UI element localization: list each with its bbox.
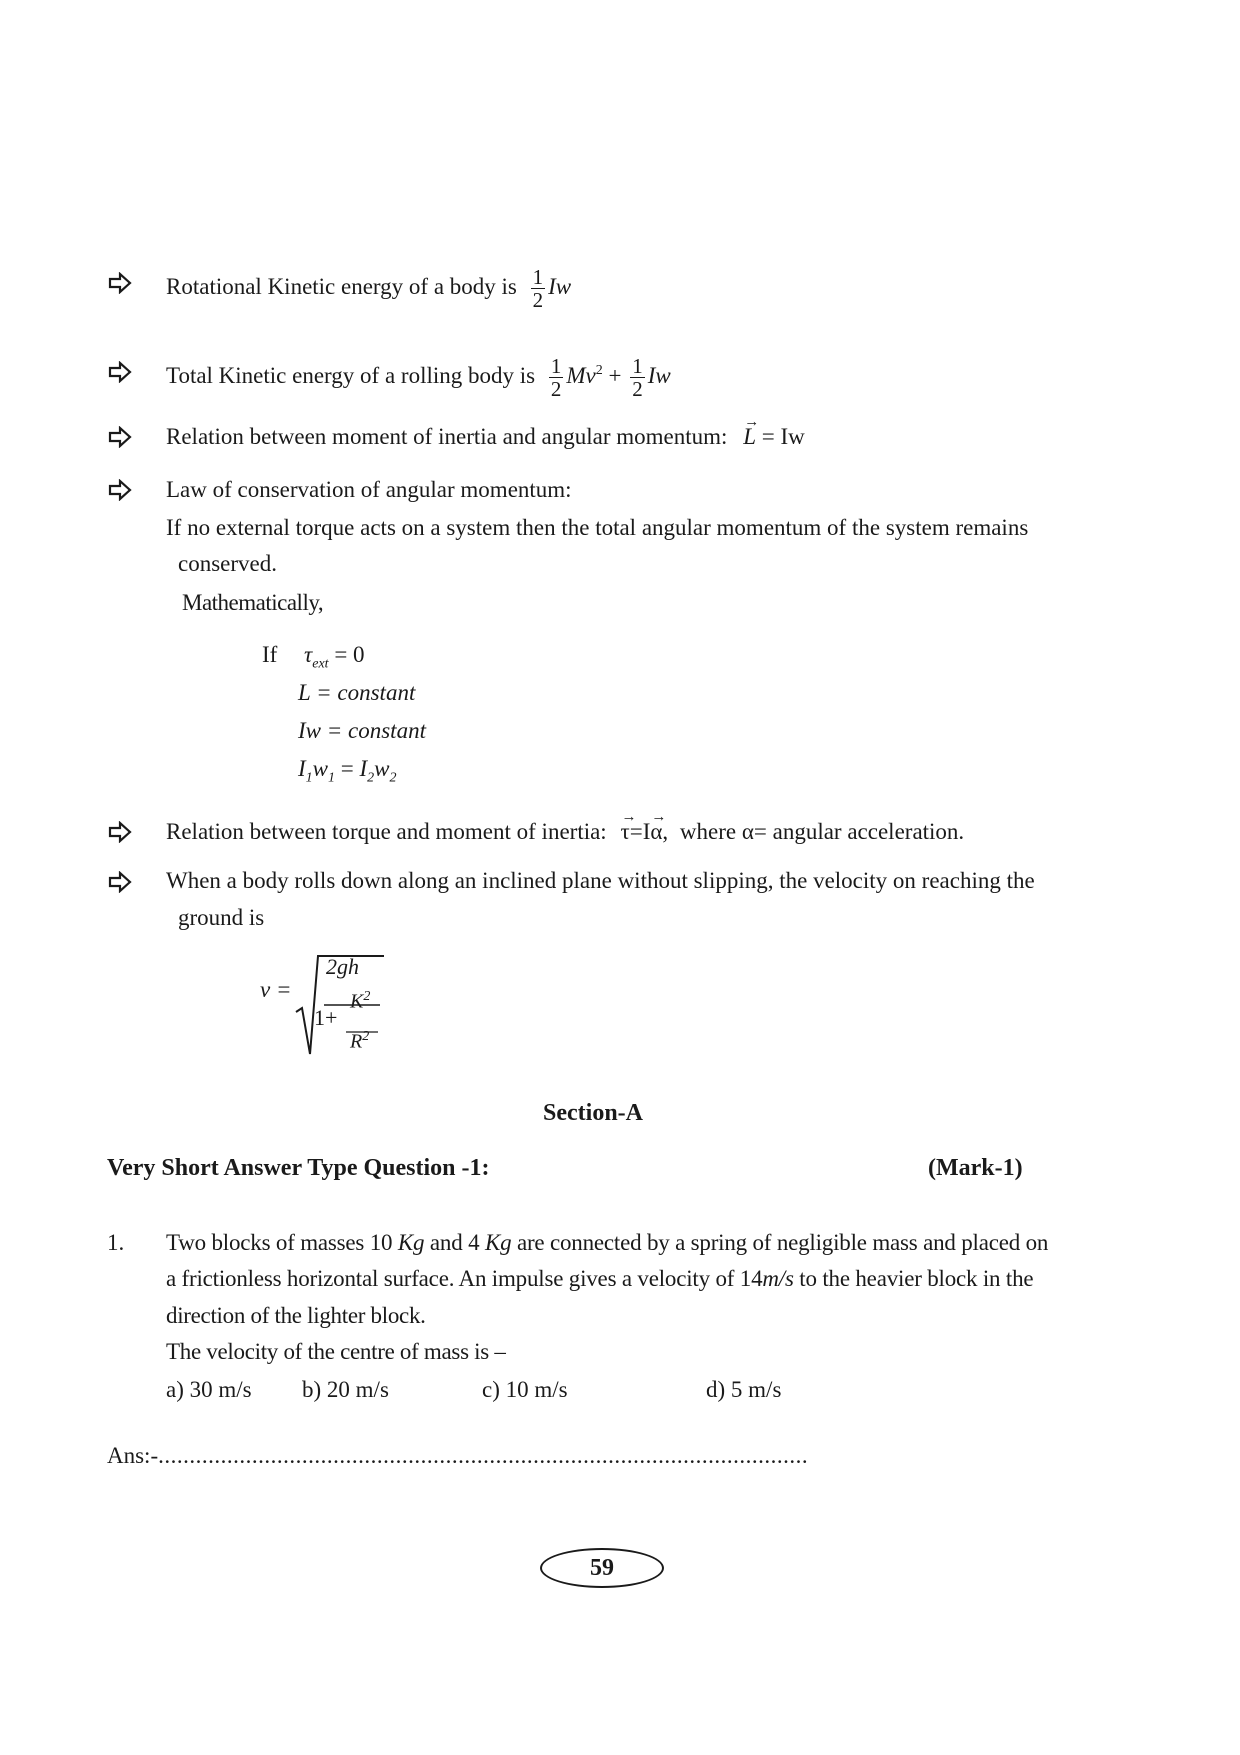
bullet-angular-momentum-relation: Relation between moment of inertia and angular momentum: → L = Iw xyxy=(166,422,805,452)
formula-numerator: 2gh xyxy=(326,954,359,979)
answer-dots: ........................................................................................................ xyxy=(158,1443,809,1468)
formula-one-plus: 1+ xyxy=(314,1005,338,1030)
arrow-bullet-icon xyxy=(108,821,132,843)
section-title: Section-A xyxy=(543,1100,643,1126)
arrow-bullet-icon xyxy=(108,479,132,501)
question-number: 1. xyxy=(107,1230,125,1255)
vector-alpha: → α xyxy=(650,817,662,847)
section-mark: (Mark-1) xyxy=(928,1155,1023,1181)
bullet-tail: where α= angular acceleration. xyxy=(679,819,965,844)
bullet-conservation-law: Law of conservation of angular momentum: xyxy=(166,477,572,502)
answer-line xyxy=(107,1441,808,1471)
option-c: c) 10 m/s xyxy=(482,1377,568,1402)
bullet-total-ke: Total Kinetic energy of a rolling body is $\frac{1}{2}$ Mv$^2$ + $\frac{1}{2}$ Iw xyxy=(166,354,671,401)
equation-iw-constant: Iw = constant xyxy=(298,718,426,743)
formula-r: $R^2$ xyxy=(350,1029,370,1053)
question-line4: The velocity of the centre of mass is – xyxy=(166,1339,506,1364)
equation-torque-zero: $\tau_{ext} = 0$ xyxy=(304,642,365,672)
conservation-line1: If no external torque acts on a system then the total angular momentum of the system remains xyxy=(166,515,1029,540)
equation-l-constant: L = constant xyxy=(298,680,416,705)
arrow-bullet-icon xyxy=(108,361,132,383)
vector-tau: → τ xyxy=(620,817,629,847)
arrow-bullet-icon xyxy=(108,426,132,448)
bullet-rolling-velocity: When a body rolls down along an inclined plane without slipping, the velocity on reaching the xyxy=(166,868,1035,893)
option-d: d) 5 m/s xyxy=(706,1377,782,1402)
arrow-bullet-icon xyxy=(108,871,132,893)
page-number: 59 xyxy=(540,1548,664,1588)
velocity-label: v = xyxy=(260,977,292,1002)
option-b: b) 20 m/s xyxy=(302,1377,389,1402)
answer-label: Ans:- xyxy=(107,1443,159,1468)
if-label: If xyxy=(262,642,278,667)
fraction: $\frac{1}{2}$ xyxy=(632,354,643,401)
section-subtitle: Very Short Answer Type Question -1: xyxy=(107,1155,490,1181)
bullet-rotational-ke xyxy=(166,266,571,311)
question-line1: Two blocks of masses 10 Kg and 4 Kg are connected by a spring of negligible mass and placed on xyxy=(166,1230,1049,1255)
bullet-text: Relation between moment of inertia and angular momentum: xyxy=(166,424,728,449)
bullet-text: Relation between torque and moment of inertia: xyxy=(166,819,607,844)
conservation-line2: conserved. xyxy=(178,551,277,576)
bullet-text: Total Kinetic energy of a rolling body is xyxy=(166,362,536,388)
bullet-torque-relation: Relation between torque and moment of inertia: → τ=I→ α, where α= angular acceleration. xyxy=(166,817,964,847)
formula-term: Iw xyxy=(548,273,572,299)
conservation-line3: Mathematically, xyxy=(182,590,324,615)
rolling-line2: ground is xyxy=(178,905,265,930)
option-a: a) 30 m/s xyxy=(166,1377,252,1402)
question-line3: direction of the lighter block. xyxy=(166,1303,426,1328)
fraction: $\frac{1}{2}$ xyxy=(532,265,544,312)
equation-i1w1-i2w2: $I_1w_1 = I_2w_2$ xyxy=(298,756,397,786)
arrow-bullet-icon xyxy=(108,272,132,294)
vector-L: → L xyxy=(743,422,756,452)
question-line2: a frictionless horizontal surface. An impulse gives a velocity of 14m/s to the heavier block in the xyxy=(166,1266,1034,1291)
bullet-text: Rotational Kinetic energy of a body is xyxy=(166,273,517,299)
formula-k: $K^2$ xyxy=(350,989,371,1013)
fraction: $\frac{1}{2}$ xyxy=(550,354,562,401)
